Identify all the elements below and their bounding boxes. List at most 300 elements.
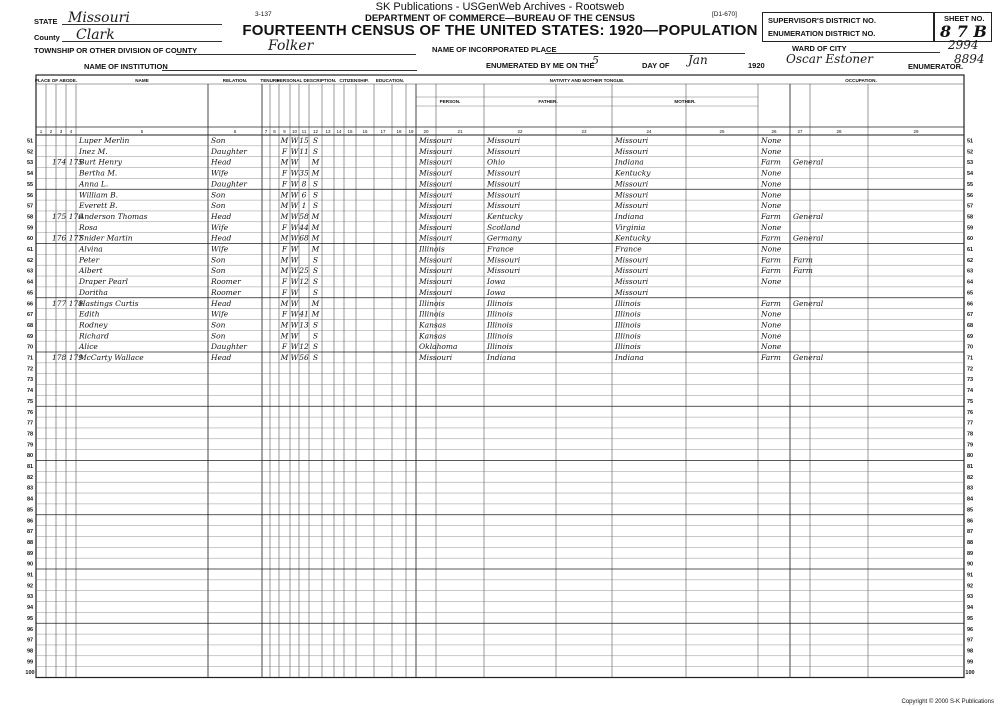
department-heading: DEPARTMENT OF COMMERCE—BUREAU OF THE CENSUS bbox=[364, 13, 636, 24]
line-number-right: 65 bbox=[966, 290, 974, 297]
entry-father-birthplace: Missouri bbox=[487, 168, 521, 178]
line-number-right: 78 bbox=[966, 431, 974, 438]
form-code: [D1-670] bbox=[712, 11, 737, 18]
column-number: 17 bbox=[380, 129, 386, 134]
column-number: 6 bbox=[233, 129, 237, 134]
entry-birthplace: Oklahoma bbox=[419, 342, 458, 352]
line-number-right: 81 bbox=[966, 464, 974, 470]
entry-age: 44 bbox=[299, 222, 309, 232]
entry-marital: M bbox=[311, 244, 320, 254]
entry-father-birthplace: Iowa bbox=[487, 277, 506, 287]
line-number-right: 64 bbox=[966, 279, 974, 286]
entry-race: W bbox=[290, 287, 299, 297]
nativity-subheading: MOTHER. bbox=[674, 99, 696, 104]
line-number-left: 97 bbox=[26, 637, 34, 644]
publisher-line: SK Publications - USGenWeb Archives - Rootsweb bbox=[375, 1, 625, 13]
entry-relation: Daughter bbox=[211, 146, 247, 156]
entry-birthplace: Kansas bbox=[419, 331, 447, 341]
entry-birthplace: Missouri bbox=[419, 255, 453, 265]
entry-name: Alice bbox=[79, 342, 98, 352]
entry-sex: M bbox=[280, 233, 289, 243]
entry-relation: Wife bbox=[211, 168, 229, 178]
line-number-left: 79 bbox=[26, 442, 34, 449]
entry-relation: Daughter bbox=[211, 342, 247, 352]
entry-marital: M bbox=[311, 157, 320, 167]
entry-birthplace: Missouri bbox=[419, 211, 453, 221]
line-number-left: 52 bbox=[26, 149, 34, 156]
entry-marital: S bbox=[312, 320, 319, 330]
entry-race: W bbox=[290, 342, 299, 352]
entry-father-birthplace: Ohio bbox=[487, 157, 505, 167]
line-number-left: 57 bbox=[26, 203, 34, 210]
line-number-right: 84 bbox=[966, 496, 974, 503]
entry-race: W bbox=[290, 353, 299, 362]
institution-label: NAME OF INSTITUTION bbox=[84, 62, 168, 71]
margin-number-2: 8894 bbox=[954, 52, 985, 66]
line-number-right: 91 bbox=[966, 572, 974, 579]
entry-marital: S bbox=[312, 255, 319, 265]
supervisor-label: SUPERVISOR'S DISTRICT NO. bbox=[768, 16, 876, 25]
entry-sex: F bbox=[281, 168, 288, 178]
line-number-left: 78 bbox=[26, 431, 34, 438]
entry-race: W bbox=[290, 211, 299, 221]
line-number-left: 53 bbox=[26, 160, 34, 167]
line-number-right: 95 bbox=[966, 615, 974, 622]
entry-name: Everett B. bbox=[79, 201, 118, 211]
entry-marital: M bbox=[311, 309, 320, 319]
column-group-heading: EDUCATION. bbox=[375, 78, 405, 83]
column-number: 29 bbox=[913, 129, 919, 134]
entry-occupation: None bbox=[761, 331, 782, 341]
entry-age: 6 bbox=[301, 190, 307, 200]
entry-age: 15 bbox=[299, 136, 309, 145]
column-number: 28 bbox=[836, 129, 842, 134]
line-number-right: 97 bbox=[966, 637, 974, 644]
line-number-right: 83 bbox=[966, 485, 974, 492]
line-number-left: 88 bbox=[26, 539, 34, 546]
township-label: TOWNSHIP OR OTHER DIVISION OF COUNTY bbox=[34, 46, 198, 55]
enumeration-label: ENUMERATION DISTRICT NO. bbox=[768, 29, 876, 38]
line-number-right: 96 bbox=[966, 626, 974, 633]
entry-race: W bbox=[290, 309, 299, 319]
line-number-right: 54 bbox=[966, 171, 974, 178]
entry-sex: F bbox=[281, 146, 288, 156]
entry-name: Snider Martin bbox=[79, 233, 133, 243]
entry-father-birthplace: Missouri bbox=[487, 136, 521, 145]
column-group-heading: OCCUPATION. bbox=[845, 78, 877, 83]
line-number-left: 72 bbox=[26, 366, 34, 373]
entry-occupation: Farm bbox=[761, 298, 781, 308]
entry-race: W bbox=[290, 157, 299, 167]
entry-marital: S bbox=[312, 179, 319, 189]
line-number-left: 64 bbox=[26, 279, 34, 286]
entry-name: Rodney bbox=[79, 320, 108, 330]
entry-mother-birthplace: Missouri bbox=[615, 255, 649, 265]
entry-birthplace: Missouri bbox=[419, 190, 453, 200]
entry-name: Richard bbox=[79, 331, 109, 341]
line-number-right: 99 bbox=[966, 659, 974, 666]
entry-marital: M bbox=[311, 298, 320, 308]
entry-marital: S bbox=[312, 146, 319, 156]
entry-birthplace: Missouri bbox=[419, 233, 453, 243]
entry-father-birthplace: Illinois bbox=[487, 342, 513, 352]
entry-relation: Son bbox=[211, 320, 226, 330]
entry-sex: M bbox=[280, 136, 289, 145]
entry-birthplace: Missouri bbox=[419, 179, 453, 189]
entry-sex: F bbox=[281, 287, 288, 297]
entry-occupation: None bbox=[761, 168, 782, 178]
line-number-right: 80 bbox=[966, 453, 974, 460]
entry-industry: General bbox=[793, 211, 824, 221]
entry-sex: M bbox=[280, 255, 289, 265]
entry-name: Albert bbox=[79, 266, 103, 276]
entry-birthplace: Kansas bbox=[419, 320, 447, 330]
column-number: 20 bbox=[423, 129, 429, 134]
incorporated-place-label: NAME OF INCORPORATED PLACE bbox=[432, 45, 557, 54]
column-number: 15 bbox=[347, 129, 353, 134]
entry-father-birthplace: Missouri bbox=[487, 146, 521, 156]
column-number: 9 bbox=[283, 129, 286, 134]
entry-sex: M bbox=[280, 266, 289, 276]
column-number: 26 bbox=[771, 129, 777, 134]
entry-marital: M bbox=[311, 233, 320, 243]
entry-father-birthplace: Scotland bbox=[487, 222, 521, 232]
entry-race: W bbox=[290, 233, 299, 243]
entry-birthplace: Missouri bbox=[419, 277, 453, 287]
entry-dwelling: 177 178 bbox=[52, 298, 84, 308]
column-number: 27 bbox=[797, 129, 803, 134]
entry-father-birthplace: Kentucky bbox=[487, 211, 523, 221]
entry-race: W bbox=[290, 298, 299, 308]
entry-birthplace: Missouri bbox=[419, 266, 453, 276]
column-group-heading: PLACE OF ABODE. bbox=[34, 78, 78, 83]
entry-father-birthplace: Missouri bbox=[487, 190, 521, 200]
entry-father-birthplace: Missouri bbox=[487, 255, 521, 265]
column-number: 2 bbox=[49, 129, 53, 134]
line-number-left: 93 bbox=[26, 594, 34, 601]
column-number: 3 bbox=[59, 129, 63, 134]
column-number: 23 bbox=[581, 129, 587, 134]
entry-name: Luper Merlin bbox=[79, 136, 130, 145]
entry-marital: S bbox=[312, 287, 319, 297]
entry-dwelling: 175 176 bbox=[52, 211, 84, 221]
entry-sex: F bbox=[281, 222, 288, 232]
line-number-right: 60 bbox=[966, 236, 974, 243]
entry-occupation: None bbox=[761, 146, 782, 156]
entry-age: 12 bbox=[299, 277, 309, 287]
entry-name: Edith bbox=[79, 309, 100, 319]
entry-father-birthplace: Missouri bbox=[487, 266, 521, 276]
line-number-left: 71 bbox=[26, 355, 34, 362]
entry-race: W bbox=[290, 168, 299, 178]
entry-relation: Son bbox=[211, 201, 226, 211]
column-group-heading: PERSONAL DESCRIPTION. bbox=[276, 78, 337, 83]
line-number-right: 87 bbox=[966, 529, 974, 536]
column-number: 19 bbox=[408, 129, 414, 134]
line-number-left: 86 bbox=[26, 518, 34, 525]
line-number-right: 93 bbox=[966, 594, 974, 601]
line-number-right: 58 bbox=[966, 214, 974, 221]
entry-marital: S bbox=[312, 331, 319, 341]
entry-mother-birthplace: Missouri bbox=[615, 266, 649, 276]
entry-industry: General bbox=[793, 157, 824, 167]
entry-relation: Roomer bbox=[211, 277, 241, 287]
entry-occupation: Farm bbox=[761, 233, 781, 243]
day-of-label: DAY OF bbox=[642, 61, 670, 70]
entry-name: Anna L. bbox=[79, 179, 109, 189]
line-number-left: 60 bbox=[26, 236, 34, 243]
line-number-right: 89 bbox=[966, 550, 974, 557]
line-number-left: 69 bbox=[26, 333, 34, 340]
entry-birthplace: Missouri bbox=[419, 222, 453, 232]
column-number: 5 bbox=[140, 129, 144, 134]
line-number-right: 90 bbox=[966, 561, 974, 568]
entry-mother-birthplace: Indiana bbox=[615, 353, 644, 362]
entry-occupation: None bbox=[761, 179, 782, 189]
line-number-right: 59 bbox=[966, 225, 974, 232]
entry-name: Hastings Curtis bbox=[79, 298, 139, 308]
entry-father-birthplace: Illinois bbox=[487, 331, 513, 341]
entry-race: W bbox=[290, 136, 299, 145]
column-number: 22 bbox=[517, 129, 523, 134]
entry-mother-birthplace: Illinois bbox=[615, 331, 641, 341]
column-number: 24 bbox=[646, 129, 652, 134]
entry-occupation: None bbox=[761, 309, 782, 319]
entry-age: 12 bbox=[299, 342, 309, 352]
line-number-left: 58 bbox=[26, 214, 34, 221]
entry-marital: S bbox=[312, 136, 319, 145]
entry-dwelling: 174 175 bbox=[52, 157, 84, 167]
entry-race: W bbox=[290, 222, 299, 232]
line-number-right: 61 bbox=[966, 247, 974, 253]
line-number-left: 51 bbox=[26, 138, 34, 145]
entry-relation: Wife bbox=[211, 309, 229, 319]
enumerated-label: ENUMERATED BY ME ON THE bbox=[486, 61, 595, 70]
entry-industry: General bbox=[793, 233, 824, 243]
entry-father-birthplace: Iowa bbox=[487, 287, 506, 297]
entry-marital: S bbox=[312, 190, 319, 200]
entry-mother-birthplace: Indiana bbox=[615, 157, 644, 167]
entry-race: W bbox=[290, 277, 299, 287]
entry-relation: Son bbox=[211, 331, 226, 341]
line-number-left: 68 bbox=[26, 322, 34, 329]
line-number-left: 89 bbox=[26, 550, 34, 557]
entry-sex: M bbox=[280, 157, 289, 167]
entry-relation: Son bbox=[211, 190, 226, 200]
entry-birthplace: Illinois bbox=[419, 309, 445, 319]
line-number-right: 86 bbox=[966, 518, 974, 525]
entry-name: Inez M. bbox=[79, 146, 108, 156]
line-number-right: 56 bbox=[966, 192, 974, 199]
entry-sex: M bbox=[280, 190, 289, 200]
line-number-left: 98 bbox=[26, 648, 34, 655]
line-number-left: 55 bbox=[26, 181, 34, 188]
entry-race: W bbox=[290, 146, 299, 156]
entry-name: Bertha M. bbox=[79, 168, 118, 178]
entry-birthplace: Missouri bbox=[419, 157, 453, 167]
column-number: 7 bbox=[264, 129, 268, 134]
entry-occupation: Farm bbox=[761, 255, 781, 265]
entry-relation: Head bbox=[211, 353, 232, 362]
line-number-right: 55 bbox=[966, 181, 974, 188]
entry-father-birthplace: Missouri bbox=[487, 179, 521, 189]
entry-sex: M bbox=[280, 353, 289, 362]
entry-age: 25 bbox=[299, 266, 309, 276]
page-title: FOURTEENTH CENSUS OF THE UNITED STATES: 1920—POPULATION bbox=[242, 22, 758, 39]
column-number: 1 bbox=[39, 129, 43, 134]
line-number-left: 83 bbox=[26, 485, 34, 492]
enumerator-label: ENUMERATOR. bbox=[908, 62, 964, 71]
line-number-right: 77 bbox=[966, 420, 974, 427]
entry-name: Peter bbox=[79, 255, 100, 265]
entry-race: W bbox=[290, 266, 299, 276]
line-number-left: 66 bbox=[26, 301, 34, 308]
column-number: 13 bbox=[325, 129, 331, 134]
county-label: County bbox=[34, 33, 60, 42]
column-number: 25 bbox=[719, 129, 725, 134]
line-number-left: 94 bbox=[26, 605, 34, 612]
entry-birthplace: Missouri bbox=[419, 168, 453, 178]
entry-relation: Head bbox=[211, 157, 232, 167]
entry-marital: M bbox=[311, 168, 320, 178]
ward-label: WARD OF CITY bbox=[792, 44, 847, 53]
line-number-left: 74 bbox=[26, 388, 34, 395]
entry-sex: F bbox=[281, 309, 288, 319]
entry-mother-birthplace: Missouri bbox=[615, 277, 649, 287]
line-number-right: 67 bbox=[966, 312, 974, 319]
entry-mother-birthplace: Virginia bbox=[615, 222, 646, 232]
entry-name: Alvina bbox=[79, 244, 103, 254]
column-group-heading: NAME bbox=[135, 78, 149, 83]
entry-name: Rosa bbox=[79, 222, 98, 232]
line-number-left: 56 bbox=[26, 192, 34, 199]
entry-relation: Wife bbox=[211, 244, 229, 254]
entry-marital: S bbox=[312, 353, 319, 362]
entry-occupation: None bbox=[761, 222, 782, 232]
column-number: 14 bbox=[336, 129, 342, 134]
entry-dwelling: 178 179 bbox=[52, 353, 84, 362]
entry-birthplace: Missouri bbox=[419, 353, 453, 362]
line-number-right: 66 bbox=[966, 301, 974, 308]
entry-marital: S bbox=[312, 266, 319, 276]
line-number-left: 90 bbox=[26, 561, 34, 568]
entry-father-birthplace: Missouri bbox=[487, 201, 521, 211]
entry-race: W bbox=[290, 331, 299, 341]
entry-mother-birthplace: Illinois bbox=[615, 298, 641, 308]
entry-race: W bbox=[290, 190, 299, 200]
column-number: 8 bbox=[273, 129, 276, 134]
line-number-left: 99 bbox=[26, 659, 34, 666]
entry-relation: Head bbox=[211, 233, 232, 243]
margin-number-1: 2994 bbox=[948, 38, 979, 52]
day-value: 5 bbox=[592, 54, 599, 67]
line-number-left: 59 bbox=[26, 225, 34, 232]
entry-name: William B. bbox=[79, 190, 119, 200]
entry-mother-birthplace: Kentucky bbox=[615, 233, 651, 243]
entry-mother-birthplace: Missouri bbox=[615, 201, 649, 211]
entry-mother-birthplace: Illinois bbox=[615, 309, 641, 319]
line-number-left: 75 bbox=[26, 398, 34, 405]
entry-sex: M bbox=[280, 298, 289, 308]
line-number-left: 70 bbox=[26, 344, 34, 351]
line-number-right: 52 bbox=[966, 149, 974, 156]
entry-occupation: None bbox=[761, 342, 782, 352]
entry-occupation: None bbox=[761, 201, 782, 211]
entry-industry: General bbox=[793, 298, 824, 308]
entry-mother-birthplace: Kentucky bbox=[615, 168, 651, 178]
line-number-right: 75 bbox=[966, 398, 974, 405]
entry-sex: F bbox=[281, 277, 288, 287]
entry-occupation: None bbox=[761, 244, 782, 254]
entry-relation: Son bbox=[211, 255, 226, 265]
sheet-label: SHEET NO. bbox=[944, 14, 985, 23]
line-number-left: 87 bbox=[26, 529, 34, 536]
line-number-left: 84 bbox=[26, 496, 34, 503]
nativity-subheading: FATHER. bbox=[538, 99, 558, 104]
entry-mother-birthplace: Missouri bbox=[615, 136, 649, 145]
entry-birthplace: Missouri bbox=[419, 146, 453, 156]
enumerator-value: Oscar Estoner bbox=[786, 52, 873, 66]
entry-marital: S bbox=[312, 342, 319, 352]
entry-sex: M bbox=[280, 331, 289, 341]
entry-occupation: Farm bbox=[761, 353, 781, 362]
entry-father-birthplace: Illinois bbox=[487, 298, 513, 308]
entry-age: 68 bbox=[299, 233, 309, 243]
line-number-right: 85 bbox=[966, 507, 974, 514]
line-number-left: 81 bbox=[26, 464, 34, 470]
entry-mother-birthplace: Missouri bbox=[615, 190, 649, 200]
line-number-right: 92 bbox=[966, 583, 974, 590]
line-number-left: 67 bbox=[26, 312, 34, 319]
entry-mother-birthplace: Indiana bbox=[615, 211, 644, 221]
line-number-left: 61 bbox=[26, 247, 34, 253]
column-number: 11 bbox=[301, 129, 307, 134]
entry-birthplace: Missouri bbox=[419, 287, 453, 297]
entry-sex: F bbox=[281, 342, 288, 352]
entry-age: 35 bbox=[299, 168, 309, 178]
line-number-right: 71 bbox=[966, 355, 974, 362]
entry-age: 56 bbox=[299, 353, 309, 362]
entry-father-birthplace: France bbox=[487, 244, 514, 254]
line-number-left: 91 bbox=[26, 572, 34, 579]
column-number: 16 bbox=[362, 129, 368, 134]
entry-occupation: Farm bbox=[761, 266, 781, 276]
line-number-left: 96 bbox=[26, 626, 34, 633]
line-number-left: 95 bbox=[26, 615, 34, 622]
entry-relation: Roomer bbox=[211, 287, 241, 297]
state-label: STATE bbox=[34, 17, 58, 26]
entry-race: W bbox=[290, 244, 299, 254]
entry-relation: Head bbox=[211, 211, 232, 221]
entry-mother-birthplace: Illinois bbox=[615, 320, 641, 330]
entry-relation: Wife bbox=[211, 222, 229, 232]
line-number-right: 51 bbox=[966, 138, 974, 145]
line-number-right: 82 bbox=[966, 474, 974, 481]
entry-birthplace: Illinois bbox=[419, 298, 445, 308]
entry-occupation: None bbox=[761, 320, 782, 330]
entry-race: W bbox=[290, 179, 299, 189]
line-number-right: 72 bbox=[966, 366, 974, 373]
entry-age: 41 bbox=[299, 309, 309, 319]
copyright: Copyright © 2000 S-K Publications bbox=[901, 699, 994, 705]
entry-sex: F bbox=[281, 179, 288, 189]
entry-father-birthplace: Illinois bbox=[487, 309, 513, 319]
entry-father-birthplace: Germany bbox=[487, 233, 522, 243]
line-number-right: 100 bbox=[965, 670, 975, 677]
line-number-right: 62 bbox=[966, 257, 974, 264]
entry-age: 8 bbox=[301, 179, 307, 189]
entry-marital: S bbox=[312, 201, 319, 211]
